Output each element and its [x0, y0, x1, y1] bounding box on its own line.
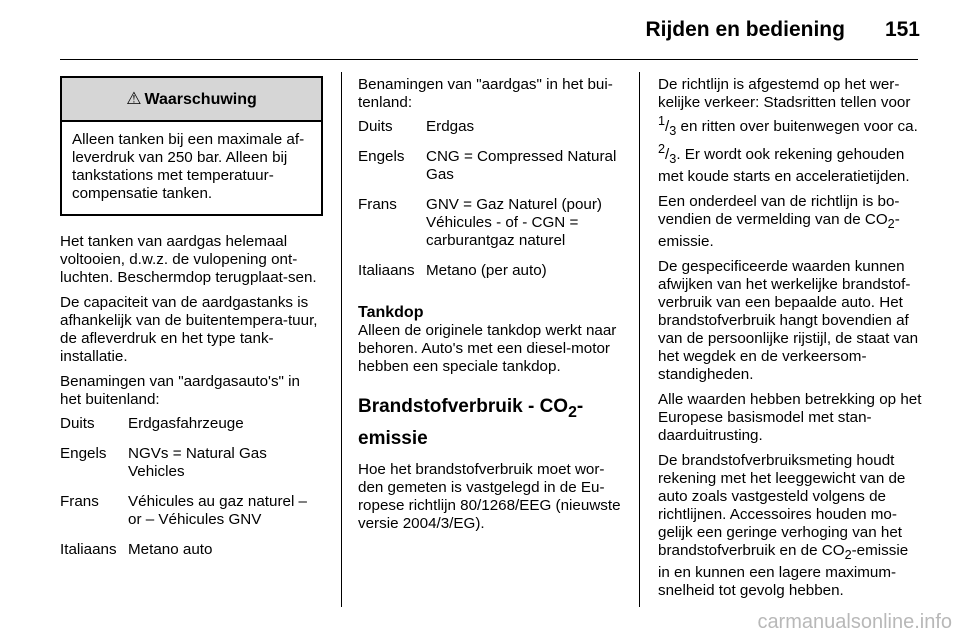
- warning-triangle-icon: ⚠: [126, 89, 142, 108]
- name-cell: Erdgasfahrzeuge: [128, 415, 244, 432]
- table-row: [60, 493, 323, 541]
- language-cell: Italiaans: [358, 262, 415, 279]
- column-divider: [639, 72, 640, 607]
- language-cell: Duits: [60, 415, 95, 432]
- table-row: [60, 541, 323, 571]
- name-cell: NGVs = Natural Gas Vehicles: [128, 445, 267, 480]
- language-cell: Frans: [358, 196, 397, 213]
- table-row: [60, 415, 323, 445]
- gas-names-table: [358, 118, 623, 292]
- page-number: 151: [884, 18, 920, 41]
- language-cell: Engels: [60, 445, 107, 462]
- table-row: [60, 445, 323, 493]
- table-row: [358, 118, 623, 148]
- language-cell: Frans: [60, 493, 99, 510]
- name-cell: Erdgas: [426, 118, 475, 135]
- column-1: [60, 76, 323, 571]
- language-cell: Engels: [358, 148, 405, 165]
- paragraph: Benamingen van "aardgas" in het bui-tenland:: [358, 76, 613, 111]
- paragraph: Hoe het brandstofverbruik moet wor-den gemeten is vastgelegd in de Eu-ropese richtlijn 80/1268/EEG (nieuwste versie 2004/3/EG).: [358, 460, 621, 532]
- name-cell: Metano auto: [128, 541, 213, 558]
- section-heading: Brandstofverbruik - $CO_2-$ emissie: [358, 396, 584, 449]
- paragraph: De richtlijn is afgestemd op het wer-kelijke verkeer: Stadsritten tellen voor $^1/_3$ en ritten over buitenwegen voor ca. $^2/_3$. Er wordt ook rekening gehouden met koude starts en acceleratietijden.: [658, 76, 918, 186]
- table-row: [358, 196, 623, 262]
- paragraph: Alle waarden hebben betrekking op het Europese basismodel met stan-daarduitrusting.: [658, 391, 922, 445]
- column-divider: [341, 72, 342, 607]
- column-2: [358, 76, 623, 540]
- warning-title: Waarschuwing: [144, 91, 257, 108]
- vehicle-names-table: [60, 415, 323, 571]
- warning-text: Alleen tanken bij een maximale af-leverdruk van 250 bar. Alleen bij tankstations met temperatuur-compensatie tanken.: [72, 131, 305, 202]
- name-cell: Metano (per auto): [426, 262, 547, 279]
- paragraph: Benamingen van "aardgasauto's" in het buitenland:: [60, 373, 300, 408]
- page-header: [645, 18, 920, 42]
- section-title: Rijden en bediening: [645, 18, 845, 41]
- name-cell: Véhicules au gaz naturel – or – Véhicules GNV: [128, 493, 307, 528]
- warning-header: [62, 78, 321, 122]
- paragraph: Het tanken van aardgas helemaal voltooien, d.w.z. de vulopening ont-luchten. Beschermdop terugplaat-sen.: [60, 233, 317, 286]
- name-cell: CNG = Compressed Natural Gas: [426, 148, 617, 183]
- language-cell: Italiaans: [60, 541, 117, 558]
- paragraph: Alleen de originele tankdop werkt naar behoren. Auto's met een diesel-motor hebben een speciale tankdop.: [358, 322, 617, 375]
- watermark: carmanualsonline.info: [757, 611, 952, 633]
- paragraph: De capaciteit van de aardgastanks is afhankelijk van de buitentempera-tuur, de afleverdruk en het type tank-installatie.: [60, 294, 318, 365]
- header-rule: [60, 59, 918, 60]
- table-row: [358, 262, 623, 292]
- paragraph: Een onderdeel van de richtlijn is bo-vendien de vermelding van de $CO_2$-emissie.: [658, 193, 900, 251]
- language-cell: Duits: [358, 118, 393, 135]
- warning-box: [60, 76, 323, 216]
- paragraph: De brandstofverbruiksmeting houdt rekening met het leeggewicht van de auto zoals vastgesteld volgens de richtlijnen. Accessoires houden mo-gelijk een geringe verhoging van het brandstofverbruik en de $CO_2$-emissie in en kunnen een lagere maximum-snelheid tot gevolg hebben.: [658, 452, 909, 600]
- tankdop-heading: Tankdop: [358, 304, 424, 321]
- table-row: [358, 148, 623, 196]
- column-3: [658, 76, 922, 607]
- name-cell: GNV = Gaz Naturel (pour) Véhicules - of - CGN = carburantgaz naturel: [426, 196, 602, 249]
- paragraph: De gespecificeerde waarden kunnen afwijken van het werkelijke brandstof-verbruik van een bepaalde auto. Het brandstofverbruik hangt bovendien af van de persoonlijke rijstijl, de staat van het wegdek en de verkeersom-standigheden.: [658, 258, 919, 384]
